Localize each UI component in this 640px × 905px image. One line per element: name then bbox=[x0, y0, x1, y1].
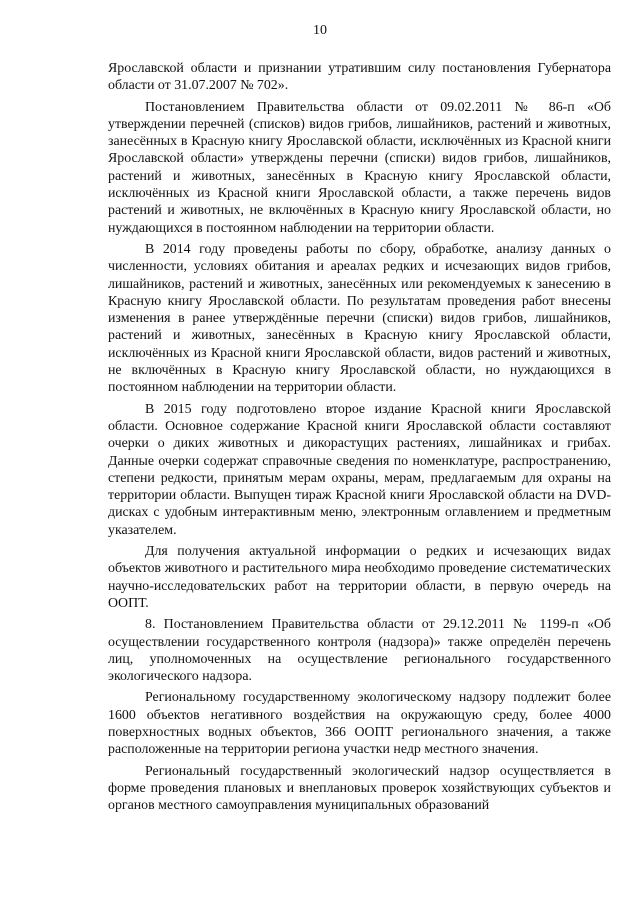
paragraph-2015-edition: В 2015 году подготовлено второе издание Красной книги Ярославской области. Основное содержание Красной книги Ярославской области составляют очерки о диких животных и дикорастущих растениях, лишайниках и грибах. Данные очерки содержат справочные сведения по номенклатуре, распространению, степени редкости, принятым мерам охраны, мерам, предлагаемым для охраны на территории области. Выпущен тираж Красной книги Ярославской области на DVD-дисках с удобным интерактивным меню, электронным оглавлением и предметным указателем. bbox=[108, 401, 611, 538]
paragraph-inspections: Региональный государственный экологический надзор осуществляется в форме проведения плановых и внеплановых проверок хозяйствующих субъектов и органов местного самоуправления муниципальных образований bbox=[108, 763, 611, 814]
paragraph-continuation: Ярославской области и признании утратившим силу постановления Губернатора области от 31.07.2007 № 702». bbox=[108, 61, 611, 94]
paragraph-2014-works: В 2014 году проведены работы по сбору, обработке, анализу данных о численности, условиях обитания и ареалах редких и исчезающих видов грибов, лишайников, растений и животных, занесённых или рекомендуемых к занесению в Красную книгу Ярославской области. По результатам проведения работ внесены изменения в ранее утверждённые перечни (списки) видов грибов, лишайников, растений и животных, занесённых в Красную книгу Ярославской области, исключённых из Красной книги Ярославской области, видов растений и животных, не включённых в Красную книгу Ярославской области, но нуждающихся в постоянном наблюдении на территории области. bbox=[108, 241, 611, 396]
paragraph-item-8: 8. Постановлением Правительства области от 29.12.2011 № 1199-п «Об осуществлении государственного контроля (надзора)» также определён перечень лиц, уполномоченных на осуществление регионального государственного экологического надзора. bbox=[108, 617, 611, 685]
paragraph-regional-supervision: Региональному государственному экологическому надзору подлежит более 1600 объектов негативного воздействия на окружающую среду, более 4000 поверхностных водных объектов, 366 ООПТ регионального значения, а также расположенные на территории региона участки недр местного значения. bbox=[108, 690, 611, 758]
paragraph-research-need: Для получения актуальной информации о редких и исчезающих видах объектов животного и растительного мира необходимо проведение систематических научно-исследовательских работ на территории области, в первую очередь на ООПТ. bbox=[108, 544, 611, 611]
page-number: 10 bbox=[313, 23, 327, 38]
paragraph-red-book-lists: Постановлением Правительства области от 09.02.2011 № 86-п «Об утверждении перечней (списков) видов грибов, лишайников, растений и животных, занесённых в Красную книгу Ярославской области, исключённых из Красной книги Ярославской области» утверждены перечни (списки) видов грибов, лишайников, растений и животных, занесённых в Красную книгу Ярославской области, исключённых из Красной книги Ярославской области, а также перечень видов растений и животных, не включённых в Красную книгу Ярославской области, но нуждающихся в постоянном наблюдении на территории области. bbox=[108, 99, 611, 236]
document-body bbox=[108, 60, 611, 818]
